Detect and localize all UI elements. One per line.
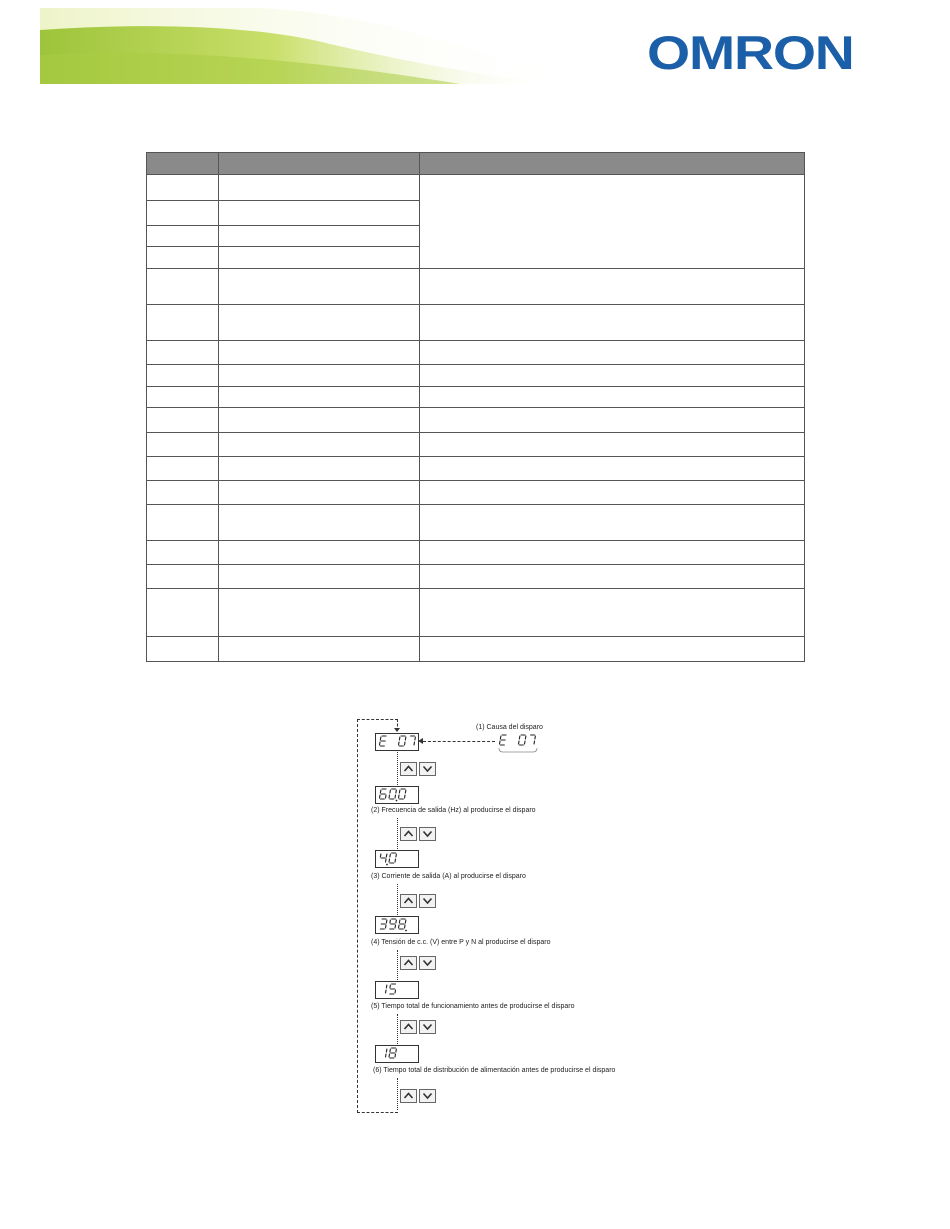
seven-seg-readout bbox=[376, 787, 418, 803]
display-step-3 bbox=[375, 850, 419, 868]
down-arrow-icon[interactable] bbox=[419, 762, 436, 776]
seven-seg-digit bbox=[411, 736, 416, 745]
display-step-4 bbox=[375, 916, 419, 934]
display-step-5 bbox=[375, 981, 419, 999]
trip-cause-display bbox=[496, 733, 538, 749]
bracket-line bbox=[498, 748, 538, 754]
seven-seg-digit bbox=[380, 736, 387, 746]
up-down-keys[interactable] bbox=[400, 827, 436, 841]
down-arrow-icon[interactable] bbox=[419, 1089, 436, 1103]
seven-seg-digit bbox=[380, 854, 387, 862]
seven-seg-digit bbox=[399, 736, 406, 746]
up-arrow-icon[interactable] bbox=[400, 1089, 417, 1103]
seven-seg-digit bbox=[399, 919, 406, 929]
seven-seg-digit bbox=[386, 985, 387, 993]
seven-seg-digit bbox=[519, 735, 526, 745]
display-step-6 bbox=[375, 1045, 419, 1063]
trip-cause-label: (1) Causa del disparo bbox=[476, 724, 543, 731]
seven-seg-digit bbox=[390, 984, 396, 994]
seven-seg-readout bbox=[376, 1046, 418, 1062]
seven-seg-digit bbox=[380, 789, 387, 799]
seven-seg-readout bbox=[376, 917, 418, 933]
up-down-keys[interactable] bbox=[400, 762, 436, 776]
seven-seg-digit bbox=[389, 853, 396, 863]
down-arrow-icon[interactable] bbox=[419, 894, 436, 908]
seven-seg-readout bbox=[376, 982, 418, 998]
up-down-keys[interactable] bbox=[400, 1089, 436, 1103]
display-step-2 bbox=[375, 786, 419, 804]
decimal-point bbox=[386, 864, 388, 866]
up-down-keys[interactable] bbox=[400, 894, 436, 908]
up-arrow-icon[interactable] bbox=[400, 827, 417, 841]
connector-line bbox=[397, 818, 398, 849]
caption-step-2: (2) Frecuencia de salida (Hz) al producirse el disparo bbox=[371, 807, 536, 814]
seven-seg-digit bbox=[386, 1049, 387, 1057]
up-down-keys[interactable] bbox=[400, 956, 436, 970]
connector-line bbox=[397, 1078, 398, 1110]
up-arrow-icon[interactable] bbox=[400, 1020, 417, 1034]
trip-cause-link-line bbox=[423, 741, 495, 742]
down-arrow-icon[interactable] bbox=[419, 956, 436, 970]
up-arrow-icon[interactable] bbox=[400, 762, 417, 776]
arrow-head bbox=[394, 728, 400, 732]
seven-seg-readout bbox=[376, 734, 418, 750]
caption-step-4: (4) Tensión de c.c. (V) entre P y N al producirse el disparo bbox=[371, 939, 551, 946]
up-arrow-icon[interactable] bbox=[400, 956, 417, 970]
seven-seg-digit bbox=[389, 789, 396, 799]
seven-seg-digit bbox=[399, 789, 406, 799]
omron-logo: OMRON bbox=[647, 26, 854, 79]
down-arrow-icon[interactable] bbox=[419, 827, 436, 841]
down-arrow-icon[interactable] bbox=[419, 1020, 436, 1034]
seven-seg-readout bbox=[376, 851, 418, 867]
connector-line bbox=[397, 752, 398, 785]
decimal-point bbox=[396, 800, 398, 802]
up-down-keys[interactable] bbox=[400, 1020, 436, 1034]
seven-seg-digit bbox=[380, 919, 387, 929]
display-step-1 bbox=[375, 733, 419, 751]
caption-step-5: (5) Tiempo total de funcionamiento antes de producirse el disparo bbox=[371, 1003, 575, 1010]
connector-line bbox=[397, 1014, 398, 1044]
caption-step-3: (3) Corriente de salida (A) al producirse el disparo bbox=[371, 873, 526, 880]
seven-seg-digit bbox=[500, 735, 507, 745]
seven-seg-digit bbox=[390, 919, 397, 929]
up-arrow-icon[interactable] bbox=[400, 894, 417, 908]
seven-seg-digit bbox=[389, 1048, 396, 1058]
seven-seg-digit bbox=[531, 735, 536, 744]
seven-seg-readout bbox=[496, 733, 538, 749]
connector-line bbox=[397, 884, 398, 915]
decimal-point bbox=[405, 930, 407, 932]
connector-line bbox=[397, 950, 398, 980]
caption-step-6: (6) Tiempo total de distribución de alimentación antes de producirse el disparo bbox=[373, 1067, 616, 1074]
